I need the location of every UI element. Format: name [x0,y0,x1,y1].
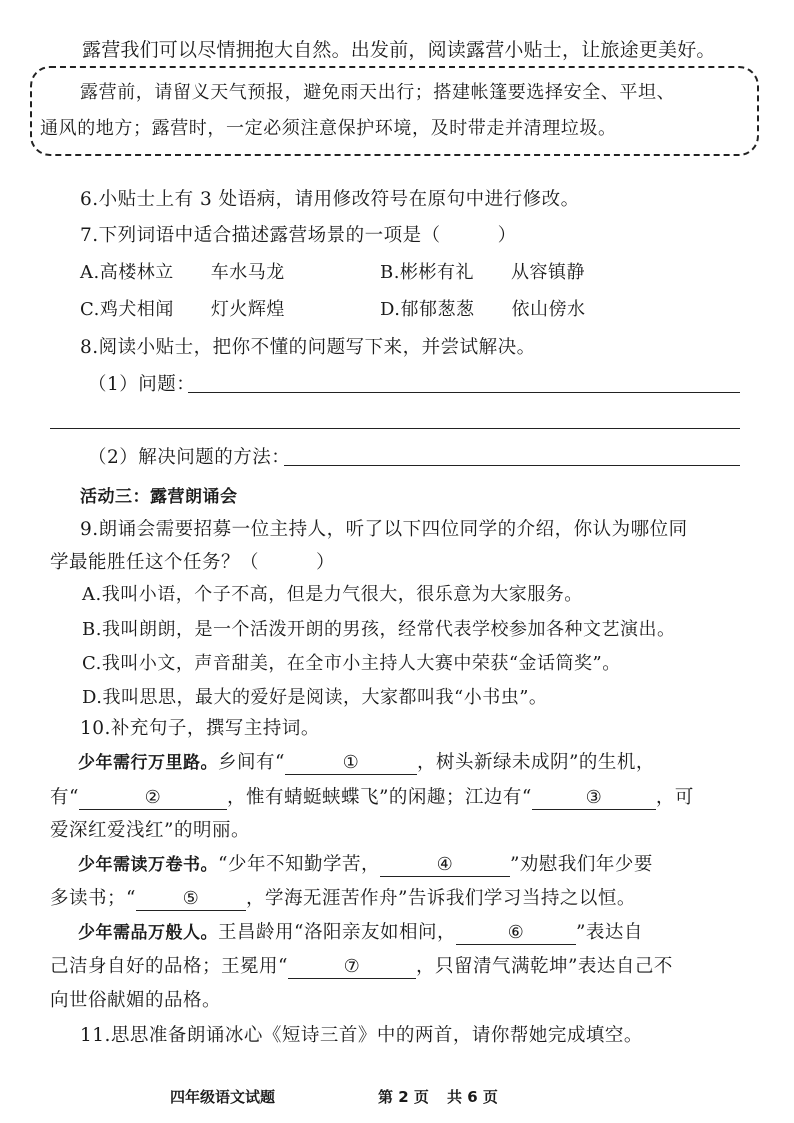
question-10-stem: 10.补充句子，撰写主持词。 [80,718,320,739]
q10-para3-line3: 向世俗献媚的品格。 [50,990,222,1011]
q9-option-b: B.我叫朗朗，是一个活泼开朗的男孩，经常代表学校参加各种文艺演出。 [82,619,676,640]
blank-number: ① [342,752,360,773]
q7-option-d: D.郁郁葱葱 依山傍水 [380,299,586,320]
question-6: 6.小贴士上有 3 处语病，请用修改符号在原句中进行修改。 [80,189,580,210]
q9-option-c: C.我叫小文，声音甜美，在全市小主持人大赛中荣获“金话筒奖”。 [82,653,621,674]
q10-text: 有“ [50,787,79,808]
q8-answer-line-2[interactable] [50,428,740,429]
footer-page-number: 第 2 页 [378,1088,429,1106]
q10-text: 乡间有“ [218,752,285,773]
q10-text: 王昌龄用“洛阳亲友如相问， [218,922,456,943]
q8-answer-line-3[interactable] [284,465,740,466]
q10-text: ，只留清气满乾坤”表达自己不 [415,956,673,977]
q10-para1-line3: 爱深红爱浅红”的明丽。 [50,820,250,841]
q10-para1-line1 [78,750,655,776]
question-11: 11.思思准备朗诵冰心《短诗三首》中的两首，请你帮她完成填空。 [80,1025,643,1046]
q10-blank-2[interactable] [79,787,227,810]
q9-option-a: A.我叫小语，个子不高，但是力气很大，很乐意为大家服务。 [82,584,583,605]
q8-part2-label: （2）解决问题的方法： [88,447,291,468]
q10-text: 多读书；“ [50,888,136,909]
q9-option-d: D.我叫思思，最大的爱好是阅读，大家都叫我“小书虫”。 [82,687,548,708]
q10-para2-heading: 少年需读万卷书。 [78,855,218,875]
q10-blank-6[interactable] [456,922,576,945]
blank-number: ③ [585,787,603,808]
q10-text: ”表达自 [575,922,643,943]
blank-number: ② [144,787,162,808]
q10-text: 己洁身自好的品格；王冕用“ [50,956,288,977]
q7-option-a: A.高楼林立 车水马龙 [80,262,285,283]
q10-blank-4[interactable] [380,854,510,877]
q8-part1-label: （1）问题： [88,374,196,395]
tip-line-1: 露营前，请留义天气预报，避免雨天出行；搭建帐篷要选择安全、平坦、 [80,82,676,103]
intro-text: 露营我们可以尽情拥抱大自然。出发前，阅读露营小贴士，让旅途更美好。 [82,39,716,61]
blank-number: ④ [436,854,454,875]
q10-text: “少年不知勤学苦， [218,854,380,875]
q10-para3-heading: 少年需品万般人。 [78,923,218,943]
q7-option-b: B.彬彬有礼 从容镇静 [380,262,585,283]
q10-blank-7[interactable] [288,956,416,979]
q10-text: ”劝慰我们年少要 [509,854,653,875]
q8-answer-line-1[interactable] [188,392,740,393]
question-7-stem: 7.下列词语中适合描述露营场景的一项是（ ） [80,225,517,246]
q10-para1-line2 [50,785,694,811]
q10-text: ，惟有蜻蜓蛱蝶飞”的闲趣；江边有“ [226,787,532,808]
question-8-stem: 8.阅读小贴士，把你不懂的问题写下来，并尝试解决。 [80,337,536,358]
blank-number: ⑦ [343,956,361,977]
activity-3-heading: 活动三：露营朗诵会 [80,487,238,507]
q10-text: ，树头新绿未成阴”的生机， [416,752,655,773]
q10-blank-1[interactable] [285,752,417,775]
q10-para2-line1 [78,852,653,878]
q10-text: ，学海无涯苦作舟”告诉我们学习当持之以恒。 [245,888,636,909]
footer-total-pages: 共 6 页 [447,1088,498,1106]
q10-blank-5[interactable] [136,888,246,911]
question-9-stem-2: 学最能胜任这个任务？（ ） [50,552,336,573]
q10-para3-line1 [78,920,643,946]
tip-line-2: 通风的地方；露营时，一定必须注意保护环境，及时带走并清理垃圾。 [40,118,617,139]
q10-para1-heading: 少年需行万里路。 [78,753,218,773]
q10-para3-line2 [50,954,673,980]
blank-number: ⑥ [507,922,525,943]
footer-subject: 四年级语文试题 [170,1088,276,1106]
blank-number: ⑤ [182,888,200,909]
q7-option-c: C.鸡犬相闻 灯火辉煌 [80,299,285,320]
q10-text: ，可 [655,787,694,808]
q10-para2-line2 [50,886,636,912]
question-9-stem-1: 9.朗诵会需要招募一位主持人，听了以下四位同学的介绍，你认为哪位同 [80,519,688,540]
tips-box [30,66,759,156]
q10-blank-3[interactable] [532,787,656,810]
